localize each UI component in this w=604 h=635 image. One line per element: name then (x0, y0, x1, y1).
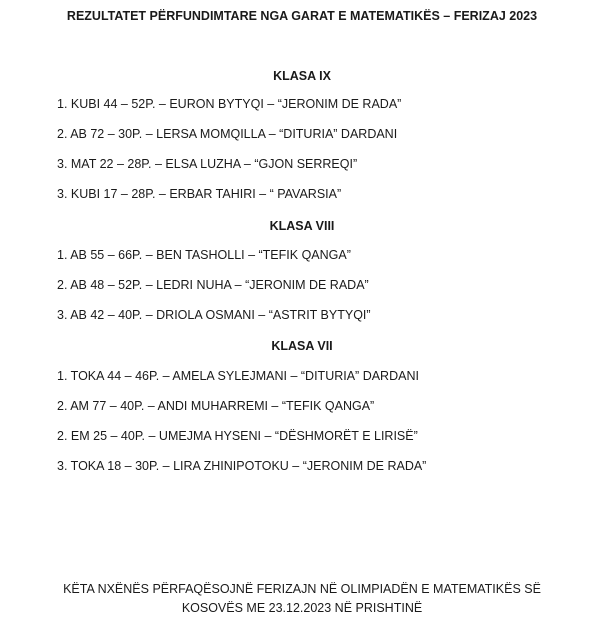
result-line: 3. KUBI 17 – 28P. – ERBAR TAHIRI – “ PAVARSIA” (57, 187, 342, 201)
result-line: 3. TOKA 18 – 30P. – LIRA ZHINIPOTOKU – “JERONIM DE RADA” (57, 459, 427, 473)
section-heading-klasa-ix: KLASA IX (273, 69, 331, 83)
result-line: 1. AB 55 – 66P. – BEN TASHOLLI – “TEFIK QANGA” (57, 248, 351, 262)
document-title: REZULTATET PËRFUNDIMTARE NGA GARAT E MATEMATIKËS – FERIZAJ 2023 (66, 9, 538, 23)
footer-note (0, 580, 604, 618)
result-line: 1. TOKA 44 – 46P. – AMELA SYLEJMANI – “DITURIA” DARDANI (57, 369, 419, 383)
result-line: 2. EM 25 – 40P. – UMEJMA HYSENI – “DËSHMORËT E LIRISË” (57, 429, 418, 443)
result-line: 2. AB 72 – 30P. – LERSA MOMQILLA – “DITURIA” DARDANI (57, 127, 398, 141)
footer-line-1: KËTA NXËNËS PËRFAQËSOJNË FERIZAJN NË OLIMPIADËN E MATEMATIKËS SË (63, 582, 541, 596)
result-line: 1. KUBI 44 – 52P. – EURON BYTYQI – “JERONIM DE RADA” (57, 97, 402, 111)
footer-line-2: KOSOVËS ME 23.12.2023 NË PRISHTINË (181, 601, 423, 615)
result-line: 3. MAT 22 – 28P. – ELSA LUZHA – “GJON SERREQI” (57, 157, 358, 171)
result-line: 2. AB 48 – 52P. – LEDRI NUHA – “JERONIM DE RADA” (57, 278, 369, 292)
result-line: 3. AB 42 – 40P. – DRIOLA OSMANI – “ASTRIT BYTYQI” (57, 308, 371, 322)
section-heading-klasa-vii: KLASA VII (271, 339, 333, 353)
result-line: 2. AM 77 – 40P. – ANDI MUHARREMI – “TEFIK QANGA” (57, 399, 375, 413)
section-heading-klasa-viii: KLASA VIII (269, 219, 335, 233)
